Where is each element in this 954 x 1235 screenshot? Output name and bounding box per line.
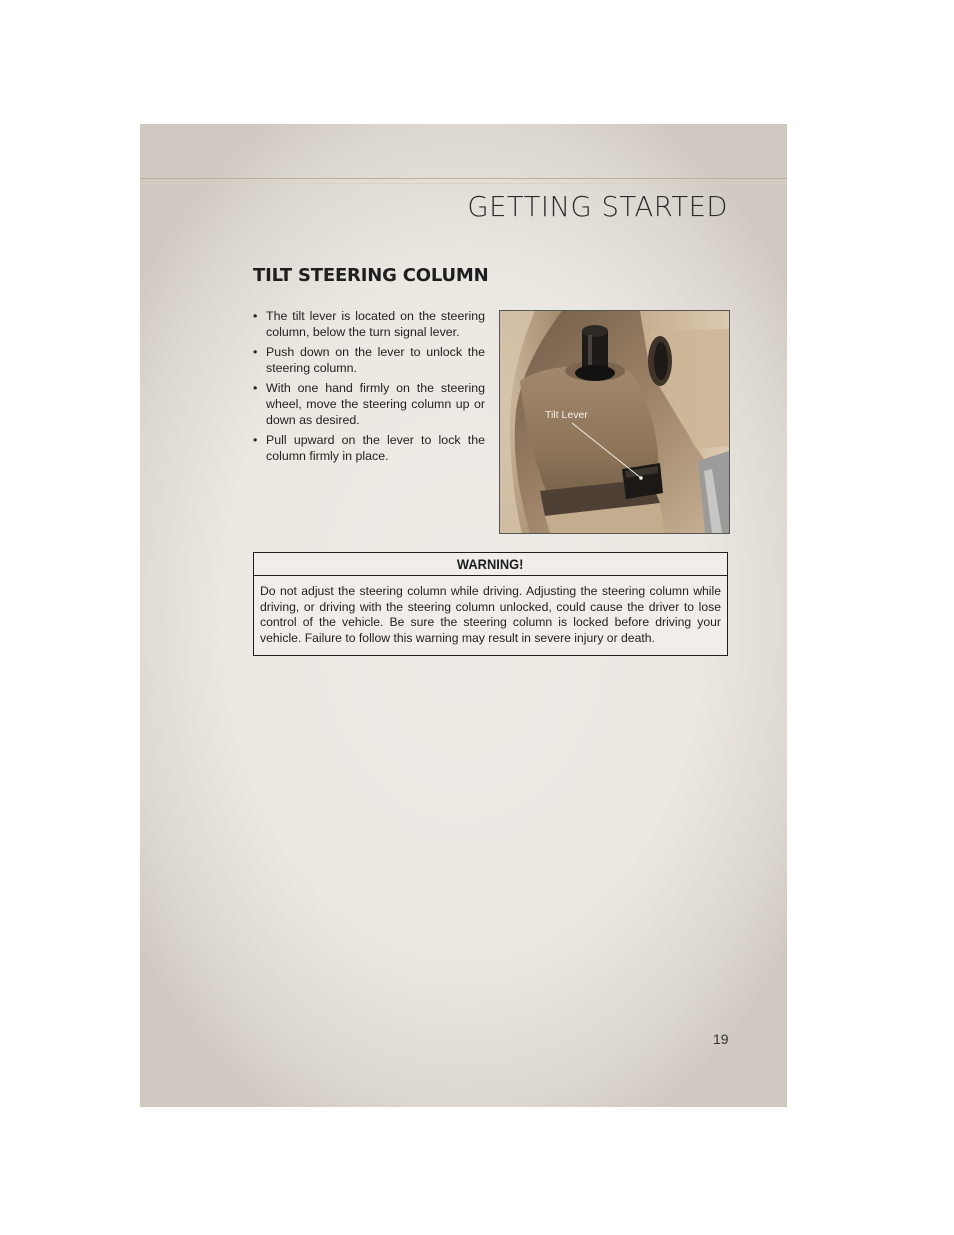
page-number: 19 [713,1031,729,1047]
manual-page [140,124,787,1107]
warning-title [254,553,727,576]
bullet-icon: • [253,309,258,323]
list-item [253,308,485,340]
steering-column-photo [499,310,730,534]
tilt-lever-callout: Tilt Lever [545,409,588,421]
warning-body: Do not adjust the steering column while driving. Adjusting the steering column while driving, or driving with the steering column unlocked, could cause the driver to lose control of the vehicle. Be sure the steering column is locked before driving your vehicle. Failure to follow this warning may result in severe injury or death. [260,584,721,646]
bullet-icon: • [253,433,258,447]
header-rule-secondary [140,183,787,184]
warning-box [253,552,728,656]
section-title: GETTING STARTED [467,190,728,223]
list-item [253,344,485,376]
bullet-icon: • [253,381,258,395]
list-item [253,380,485,428]
subsection-heading: TILT STEERING COLUMN [253,265,489,286]
list-item [253,432,485,464]
list-item-text: With one hand firmly on the steering wheel, move the steering column up or down as desired. [266,381,485,427]
list-item-text: The tilt lever is located on the steering column, below the turn signal lever. [266,309,485,339]
list-item-text: Pull upward on the lever to lock the column firmly in place. [266,433,485,463]
steering-column-illustration [500,311,729,533]
list-item-text: Push down on the lever to unlock the steering column. [266,345,485,375]
warning-title-text: WARNING! [457,556,524,572]
bullet-icon: • [253,345,258,359]
instruction-list [253,308,485,468]
header-rule [140,178,787,179]
